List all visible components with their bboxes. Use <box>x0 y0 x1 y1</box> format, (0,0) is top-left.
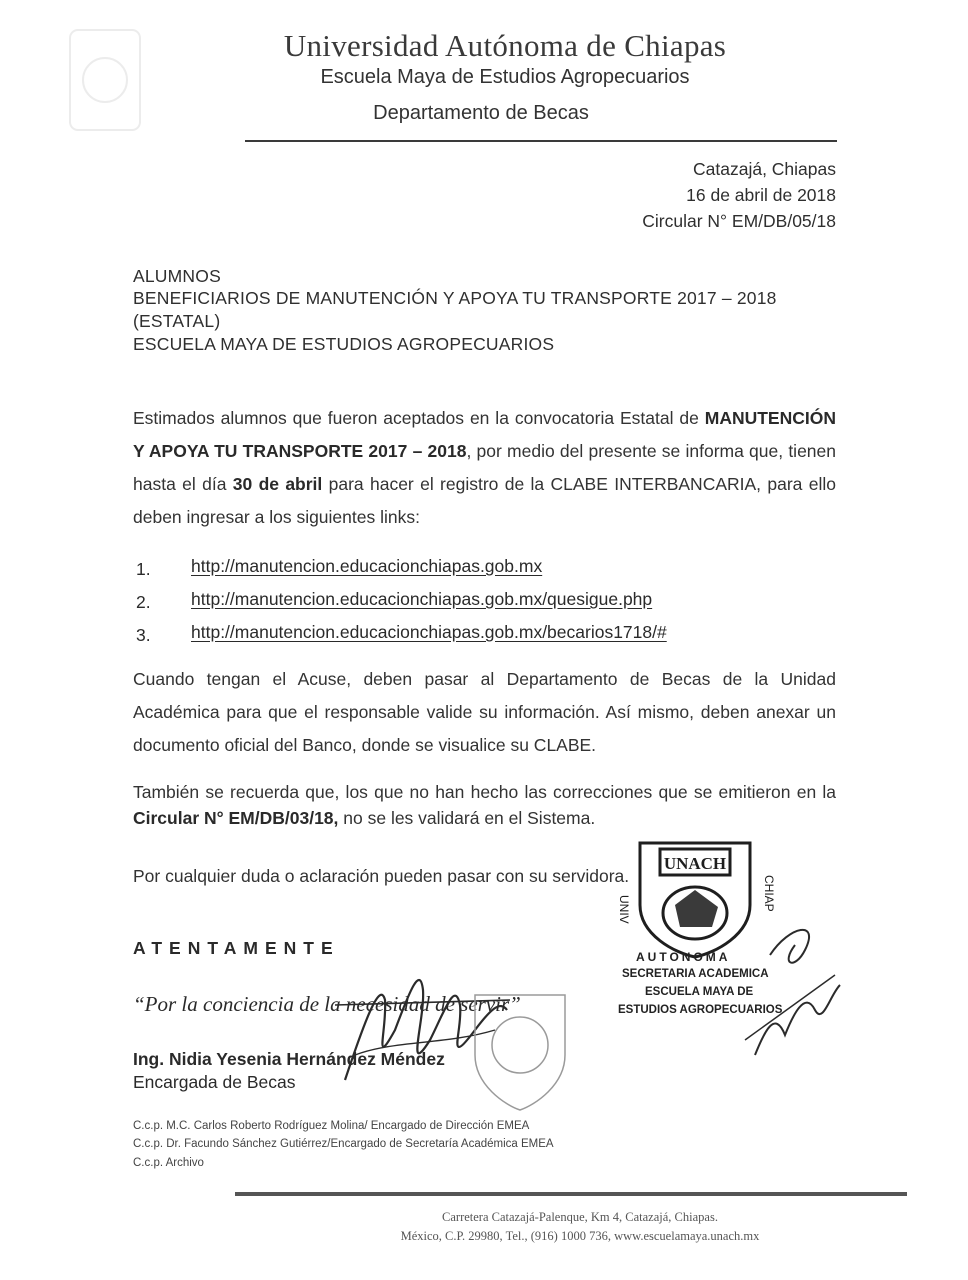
ccp-line: C.c.p. M.C. Carlos Roberto Rodríguez Molina/ Encargado de Dirección EMEA <box>133 1120 530 1132</box>
circular-number: Circular N° EM/DB/05/18 <box>642 211 836 231</box>
school-name: Escuela Maya de Estudios Agropecuarios <box>320 66 690 88</box>
text-run: , por medio del presente se informa que, tienen hasta el día <box>133 441 837 494</box>
paragraph-acuse: Cuando tengan el Acuse, deben pasar al Departamento de Becas de la Unidad Académica para que el responsable valide su información. Así mismo, deben anexar un documento oficial del Banco, donde se visualice su CLABE. <box>133 669 836 755</box>
registration-link[interactable]: http://manutencion.educacionchiapas.gob.mx <box>191 556 543 576</box>
link-number: 2. <box>136 592 151 612</box>
ccp-line: C.c.p. Archivo <box>133 1157 204 1169</box>
program-name: MANUTENCIÓN Y APOYA TU TRANSPORTE 2017 – 2018 <box>133 408 836 461</box>
university-name: Universidad Autónoma de Chiapas <box>283 28 727 63</box>
paragraph-intro <box>133 402 836 534</box>
header-divider <box>245 140 837 142</box>
previous-circular: Circular N° EM/DB/03/18, <box>133 808 339 828</box>
link-number: 1. <box>136 559 151 579</box>
closing-atentamente: ATENTAMENTE <box>133 938 340 958</box>
ccp-line: C.c.p. Dr. Facundo Sánchez Gutiérrez/Encargado de Secretaría Académica EMEA <box>133 1138 554 1150</box>
registration-link[interactable]: http://manutencion.educacionchiapas.gob.mx/becarios1718/# <box>191 622 667 642</box>
footer-contact: México, C.P. 29980, Tel., (916) 1000 736, www.escuelamaya.unach.mx <box>400 1229 760 1243</box>
addressee-line: BENEFICIARIOS DE MANUTENCIÓN Y APOYA TU TRANSPORTE 2017 – 2018 <box>133 288 777 308</box>
addressee-line: ESCUELA MAYA DE ESTUDIOS AGROPECUARIOS <box>133 334 555 354</box>
text-run: no se les validará en el Sistema. <box>338 808 596 828</box>
second-signature-icon <box>735 915 845 1075</box>
text-run: También se recuerda que, los que no han hecho las correcciones que se emitieron en la <box>133 782 836 802</box>
paragraph-contact: Por cualquier duda o aclaración pueden pasar con su servidora. <box>133 866 630 886</box>
link-number: 3. <box>136 625 151 645</box>
signer-role: Encargada de Becas <box>133 1072 296 1092</box>
footer-divider <box>235 1192 907 1196</box>
stamp-line: AUTONOMA <box>636 950 731 964</box>
watermark-seal-icon <box>30 20 180 150</box>
faint-stamp-icon <box>455 970 585 1120</box>
signer-name: Ing. Nidia Yesenia Hernández Méndez <box>133 1049 445 1069</box>
date: 16 de abril de 2018 <box>686 185 836 205</box>
registration-link[interactable]: http://manutencion.educacionchiapas.gob.mx/quesigue.php <box>191 589 653 609</box>
addressee-line: ALUMNOS <box>133 266 221 286</box>
text-run: para hacer el registro de la CLABE INTERBANCARIA, para ello deben ingresar a los siguientes links: <box>133 474 836 527</box>
place: Catazajá, Chiapas <box>693 159 836 179</box>
motto: “Por la conciencia de la necesidad de servir” <box>133 992 521 1016</box>
department-name: Departamento de Becas <box>373 102 589 124</box>
stamp-line: ESCUELA MAYA DE <box>645 986 754 998</box>
text-run: Estimados alumnos que fueron aceptados en la convocatoria Estatal de <box>133 408 705 428</box>
paragraph-reminder <box>133 779 836 831</box>
deadline: 30 de abril <box>232 474 323 494</box>
svg-text:UNIV: UNIV <box>617 895 631 924</box>
stamp-line: SECRETARIA ACADEMICA <box>622 968 769 980</box>
footer-address: Carretera Catazajá-Palenque, Km 4, Catazajá, Chiapas. <box>442 1210 718 1224</box>
svg-text:CHIAP: CHIAP <box>762 875 776 912</box>
stamp-line: ESTUDIOS AGROPECUARIOS <box>618 1004 783 1016</box>
seal-text: UNACH <box>663 854 727 873</box>
addressee-line: (ESTATAL) <box>133 311 221 331</box>
